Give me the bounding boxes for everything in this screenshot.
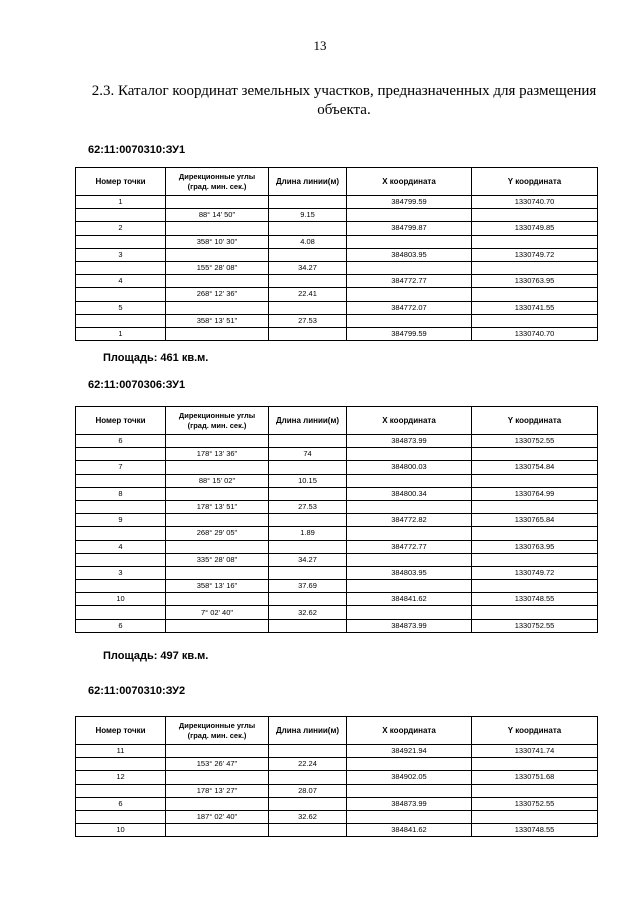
y-coordinate-cell bbox=[472, 758, 598, 771]
y-coordinate-cell: 1330740.70 bbox=[472, 327, 598, 340]
coordinate-table bbox=[75, 716, 598, 837]
table-row bbox=[76, 553, 598, 566]
direction-angle-cell bbox=[166, 797, 269, 810]
x-coordinate-cell bbox=[347, 288, 472, 301]
x-coordinate-cell: 384921.94 bbox=[347, 745, 472, 758]
header-angles bbox=[166, 168, 269, 196]
point-number-cell bbox=[76, 606, 166, 619]
line-length-cell bbox=[269, 461, 347, 474]
x-coordinate-cell bbox=[347, 448, 472, 461]
point-number-cell: 10 bbox=[76, 593, 166, 606]
area-label: Площадь: bbox=[103, 650, 158, 662]
header-point: Номер точки bbox=[76, 717, 166, 745]
direction-angle-cell: 155° 28' 08" bbox=[166, 261, 269, 274]
table-row bbox=[76, 824, 598, 837]
area-line bbox=[103, 650, 208, 662]
direction-angle-cell bbox=[166, 745, 269, 758]
y-coordinate-cell: 1330741.74 bbox=[472, 745, 598, 758]
point-number-cell bbox=[76, 209, 166, 222]
table-row bbox=[76, 771, 598, 784]
point-number-cell bbox=[76, 288, 166, 301]
table-row bbox=[76, 448, 598, 461]
table-row bbox=[76, 222, 598, 235]
x-coordinate-cell: 384873.99 bbox=[347, 797, 472, 810]
direction-angle-cell: 178° 13' 27" bbox=[166, 784, 269, 797]
point-number-cell: 6 bbox=[76, 435, 166, 448]
direction-angle-cell bbox=[166, 275, 269, 288]
direction-angle-cell: 358° 10' 30" bbox=[166, 235, 269, 248]
page-number: 13 bbox=[313, 38, 327, 53]
line-length-cell bbox=[269, 540, 347, 553]
y-coordinate-cell: 1330763.95 bbox=[472, 540, 598, 553]
x-coordinate-cell bbox=[347, 474, 472, 487]
table-row bbox=[76, 527, 598, 540]
y-coordinate-cell: 1330754.84 bbox=[472, 461, 598, 474]
x-coordinate-cell: 384841.62 bbox=[347, 824, 472, 837]
header-angles-line1: Дирекционные углы bbox=[178, 171, 256, 181]
table-row bbox=[76, 209, 598, 222]
x-coordinate-cell: 384772.07 bbox=[347, 301, 472, 314]
y-coordinate-cell bbox=[472, 606, 598, 619]
header-angles-line2: (град. мин. сек.) bbox=[187, 420, 247, 430]
direction-angle-cell bbox=[166, 196, 269, 209]
y-coordinate-cell: 1330748.55 bbox=[472, 593, 598, 606]
y-coordinate-cell: 1330749.85 bbox=[472, 222, 598, 235]
y-coordinate-cell: 1330748.55 bbox=[472, 824, 598, 837]
point-number-cell bbox=[76, 553, 166, 566]
y-coordinate-cell: 1330764.99 bbox=[472, 487, 598, 500]
x-coordinate-cell bbox=[347, 758, 472, 771]
table-row bbox=[76, 461, 598, 474]
line-length-cell bbox=[269, 566, 347, 579]
line-length-cell: 34.27 bbox=[269, 261, 347, 274]
direction-angle-cell: 7° 02' 40" bbox=[166, 606, 269, 619]
point-number-cell: 1 bbox=[76, 327, 166, 340]
x-coordinate-cell: 384799.59 bbox=[347, 327, 472, 340]
line-length-cell bbox=[269, 619, 347, 632]
direction-angle-cell: 358° 13' 16" bbox=[166, 580, 269, 593]
table-row bbox=[76, 301, 598, 314]
x-coordinate-cell bbox=[347, 209, 472, 222]
header-angles-line2: (град. мин. сек.) bbox=[187, 730, 247, 740]
direction-angle-cell bbox=[166, 566, 269, 579]
parcel-id: 62:11:0070310:ЗУ1 bbox=[88, 144, 186, 156]
point-number-cell: 1 bbox=[76, 196, 166, 209]
y-coordinate-cell bbox=[472, 500, 598, 513]
y-coordinate-cell: 1330749.72 bbox=[472, 566, 598, 579]
line-length-cell bbox=[269, 824, 347, 837]
coordinate-table bbox=[75, 167, 598, 341]
area-line bbox=[103, 352, 208, 364]
line-length-cell bbox=[269, 275, 347, 288]
x-coordinate-cell: 384873.99 bbox=[347, 435, 472, 448]
line-length-cell bbox=[269, 593, 347, 606]
point-number-cell bbox=[76, 784, 166, 797]
x-coordinate-cell: 384799.87 bbox=[347, 222, 472, 235]
y-coordinate-cell: 1330751.68 bbox=[472, 771, 598, 784]
x-coordinate-cell bbox=[347, 580, 472, 593]
table-row bbox=[76, 196, 598, 209]
x-coordinate-cell: 384772.77 bbox=[347, 540, 472, 553]
x-coordinate-cell: 384803.95 bbox=[347, 566, 472, 579]
line-length-cell bbox=[269, 487, 347, 500]
y-coordinate-cell: 1330752.55 bbox=[472, 619, 598, 632]
x-coordinate-cell: 384772.77 bbox=[347, 275, 472, 288]
x-coordinate-cell bbox=[347, 261, 472, 274]
direction-angle-cell bbox=[166, 222, 269, 235]
header-angles-line1: Дирекционные углы bbox=[178, 410, 256, 420]
table-row bbox=[76, 275, 598, 288]
y-coordinate-cell bbox=[472, 580, 598, 593]
header-angles bbox=[166, 717, 269, 745]
table-row bbox=[76, 248, 598, 261]
header-length: Длина линии(м) bbox=[269, 168, 347, 196]
header-angles-line1: Дирекционные углы bbox=[178, 720, 256, 730]
line-length-cell bbox=[269, 514, 347, 527]
point-number-cell: 11 bbox=[76, 745, 166, 758]
direction-angle-cell: 268° 12' 36" bbox=[166, 288, 269, 301]
point-number-cell bbox=[76, 527, 166, 540]
header-y: Y координата bbox=[472, 407, 598, 435]
y-coordinate-cell bbox=[472, 261, 598, 274]
y-coordinate-cell bbox=[472, 448, 598, 461]
x-coordinate-cell bbox=[347, 500, 472, 513]
direction-angle-cell bbox=[166, 771, 269, 784]
point-number-cell: 12 bbox=[76, 771, 166, 784]
line-length-cell bbox=[269, 196, 347, 209]
direction-angle-cell bbox=[166, 461, 269, 474]
x-coordinate-cell bbox=[347, 606, 472, 619]
area-value: 461 кв.м. bbox=[160, 352, 209, 364]
point-number-cell: 4 bbox=[76, 540, 166, 553]
x-coordinate-cell: 384803.95 bbox=[347, 248, 472, 261]
direction-angle-cell: 178° 13' 36" bbox=[166, 448, 269, 461]
point-number-cell: 4 bbox=[76, 275, 166, 288]
direction-angle-cell bbox=[166, 435, 269, 448]
y-coordinate-cell bbox=[472, 527, 598, 540]
header-x: X координата bbox=[347, 168, 472, 196]
table-row bbox=[76, 606, 598, 619]
table-row bbox=[76, 514, 598, 527]
header-x: X координата bbox=[347, 407, 472, 435]
line-length-cell: 9.15 bbox=[269, 209, 347, 222]
direction-angle-cell bbox=[166, 540, 269, 553]
table-row bbox=[76, 435, 598, 448]
y-coordinate-cell bbox=[472, 314, 598, 327]
x-coordinate-cell: 384902.05 bbox=[347, 771, 472, 784]
line-length-cell bbox=[269, 327, 347, 340]
header-y: Y координата bbox=[472, 717, 598, 745]
line-length-cell: 37.69 bbox=[269, 580, 347, 593]
y-coordinate-cell: 1330741.55 bbox=[472, 301, 598, 314]
y-coordinate-cell: 1330752.55 bbox=[472, 797, 598, 810]
line-length-cell: 28.07 bbox=[269, 784, 347, 797]
parcel-id: 62:11:0070306:ЗУ1 bbox=[88, 379, 186, 391]
point-number-cell bbox=[76, 500, 166, 513]
direction-angle-cell: 268° 29' 05" bbox=[166, 527, 269, 540]
point-number-cell bbox=[76, 474, 166, 487]
table-header-row bbox=[76, 407, 598, 435]
point-number-cell: 10 bbox=[76, 824, 166, 837]
point-number-cell: 3 bbox=[76, 566, 166, 579]
x-coordinate-cell bbox=[347, 314, 472, 327]
table-row bbox=[76, 474, 598, 487]
point-number-cell bbox=[76, 580, 166, 593]
line-length-cell bbox=[269, 222, 347, 235]
y-coordinate-cell: 1330749.72 bbox=[472, 248, 598, 261]
table-row bbox=[76, 797, 598, 810]
point-number-cell: 2 bbox=[76, 222, 166, 235]
x-coordinate-cell: 384800.34 bbox=[347, 487, 472, 500]
table-row bbox=[76, 758, 598, 771]
area-label: Площадь: bbox=[103, 352, 158, 364]
header-length: Длина линии(м) bbox=[269, 717, 347, 745]
direction-angle-cell: 178° 13' 51" bbox=[166, 500, 269, 513]
table-row bbox=[76, 288, 598, 301]
area-value: 497 кв.м. bbox=[160, 650, 209, 662]
x-coordinate-cell: 384800.03 bbox=[347, 461, 472, 474]
direction-angle-cell: 88° 15' 02" bbox=[166, 474, 269, 487]
x-coordinate-cell bbox=[347, 553, 472, 566]
line-length-cell: 10.15 bbox=[269, 474, 347, 487]
direction-angle-cell bbox=[166, 514, 269, 527]
point-number-cell: 9 bbox=[76, 514, 166, 527]
point-number-cell: 6 bbox=[76, 797, 166, 810]
x-coordinate-cell: 384841.62 bbox=[347, 593, 472, 606]
point-number-cell bbox=[76, 810, 166, 823]
direction-angle-cell: 88° 14' 50" bbox=[166, 209, 269, 222]
x-coordinate-cell bbox=[347, 235, 472, 248]
coordinate-table bbox=[75, 406, 598, 633]
header-point: Номер точки bbox=[76, 407, 166, 435]
point-number-cell bbox=[76, 758, 166, 771]
y-coordinate-cell: 1330763.95 bbox=[472, 275, 598, 288]
line-length-cell: 22.24 bbox=[269, 758, 347, 771]
table-row bbox=[76, 261, 598, 274]
point-number-cell bbox=[76, 314, 166, 327]
x-coordinate-cell bbox=[347, 527, 472, 540]
line-length-cell bbox=[269, 771, 347, 784]
header-x: X координата bbox=[347, 717, 472, 745]
header-y: Y координата bbox=[472, 168, 598, 196]
point-number-cell bbox=[76, 235, 166, 248]
section-heading: 2.3. Каталог координат земельных участков, предназначенных для размещения объекта. bbox=[91, 83, 597, 118]
table-row bbox=[76, 566, 598, 579]
x-coordinate-cell bbox=[347, 810, 472, 823]
y-coordinate-cell bbox=[472, 553, 598, 566]
line-length-cell: 74 bbox=[269, 448, 347, 461]
y-coordinate-cell bbox=[472, 474, 598, 487]
point-number-cell bbox=[76, 448, 166, 461]
line-length-cell bbox=[269, 797, 347, 810]
direction-angle-cell: 358° 13' 51" bbox=[166, 314, 269, 327]
table-row bbox=[76, 327, 598, 340]
point-number-cell: 3 bbox=[76, 248, 166, 261]
header-point: Номер точки bbox=[76, 168, 166, 196]
x-coordinate-cell: 384873.99 bbox=[347, 619, 472, 632]
y-coordinate-cell bbox=[472, 235, 598, 248]
header-angles-line2: (град. мин. сек.) bbox=[187, 181, 247, 191]
point-number-cell: 6 bbox=[76, 619, 166, 632]
direction-angle-cell bbox=[166, 824, 269, 837]
table-row bbox=[76, 810, 598, 823]
direction-angle-cell bbox=[166, 327, 269, 340]
table-row bbox=[76, 235, 598, 248]
line-length-cell bbox=[269, 248, 347, 261]
y-coordinate-cell: 1330740.70 bbox=[472, 196, 598, 209]
line-length-cell: 27.53 bbox=[269, 500, 347, 513]
x-coordinate-cell: 384799.59 bbox=[347, 196, 472, 209]
direction-angle-cell bbox=[166, 301, 269, 314]
direction-angle-cell bbox=[166, 619, 269, 632]
line-length-cell bbox=[269, 301, 347, 314]
line-length-cell: 1.89 bbox=[269, 527, 347, 540]
direction-angle-cell: 335° 28' 08" bbox=[166, 553, 269, 566]
table-row bbox=[76, 540, 598, 553]
direction-angle-cell: 187° 02' 40" bbox=[166, 810, 269, 823]
table-row bbox=[76, 784, 598, 797]
header-length: Длина линии(м) bbox=[269, 407, 347, 435]
direction-angle-cell bbox=[166, 248, 269, 261]
point-number-cell: 5 bbox=[76, 301, 166, 314]
direction-angle-cell bbox=[166, 593, 269, 606]
y-coordinate-cell: 1330752.55 bbox=[472, 435, 598, 448]
y-coordinate-cell bbox=[472, 288, 598, 301]
line-length-cell bbox=[269, 435, 347, 448]
line-length-cell: 32.62 bbox=[269, 606, 347, 619]
table-header-row bbox=[76, 717, 598, 745]
table-row bbox=[76, 619, 598, 632]
table-row bbox=[76, 593, 598, 606]
header-angles bbox=[166, 407, 269, 435]
point-number-cell: 8 bbox=[76, 487, 166, 500]
x-coordinate-cell: 384772.82 bbox=[347, 514, 472, 527]
y-coordinate-cell bbox=[472, 810, 598, 823]
table-row bbox=[76, 745, 598, 758]
table-row bbox=[76, 487, 598, 500]
point-number-cell: 7 bbox=[76, 461, 166, 474]
point-number-cell bbox=[76, 261, 166, 274]
line-length-cell: 22.41 bbox=[269, 288, 347, 301]
line-length-cell: 34.27 bbox=[269, 553, 347, 566]
line-length-cell: 32.62 bbox=[269, 810, 347, 823]
parcel-id: 62:11:0070310:ЗУ2 bbox=[88, 685, 186, 697]
y-coordinate-cell bbox=[472, 784, 598, 797]
line-length-cell: 27.53 bbox=[269, 314, 347, 327]
table-row bbox=[76, 580, 598, 593]
line-length-cell bbox=[269, 745, 347, 758]
table-row bbox=[76, 314, 598, 327]
x-coordinate-cell bbox=[347, 784, 472, 797]
y-coordinate-cell: 1330765.84 bbox=[472, 514, 598, 527]
table-row bbox=[76, 500, 598, 513]
line-length-cell: 4.08 bbox=[269, 235, 347, 248]
direction-angle-cell bbox=[166, 487, 269, 500]
y-coordinate-cell bbox=[472, 209, 598, 222]
table-header-row bbox=[76, 168, 598, 196]
direction-angle-cell: 153° 26' 47" bbox=[166, 758, 269, 771]
